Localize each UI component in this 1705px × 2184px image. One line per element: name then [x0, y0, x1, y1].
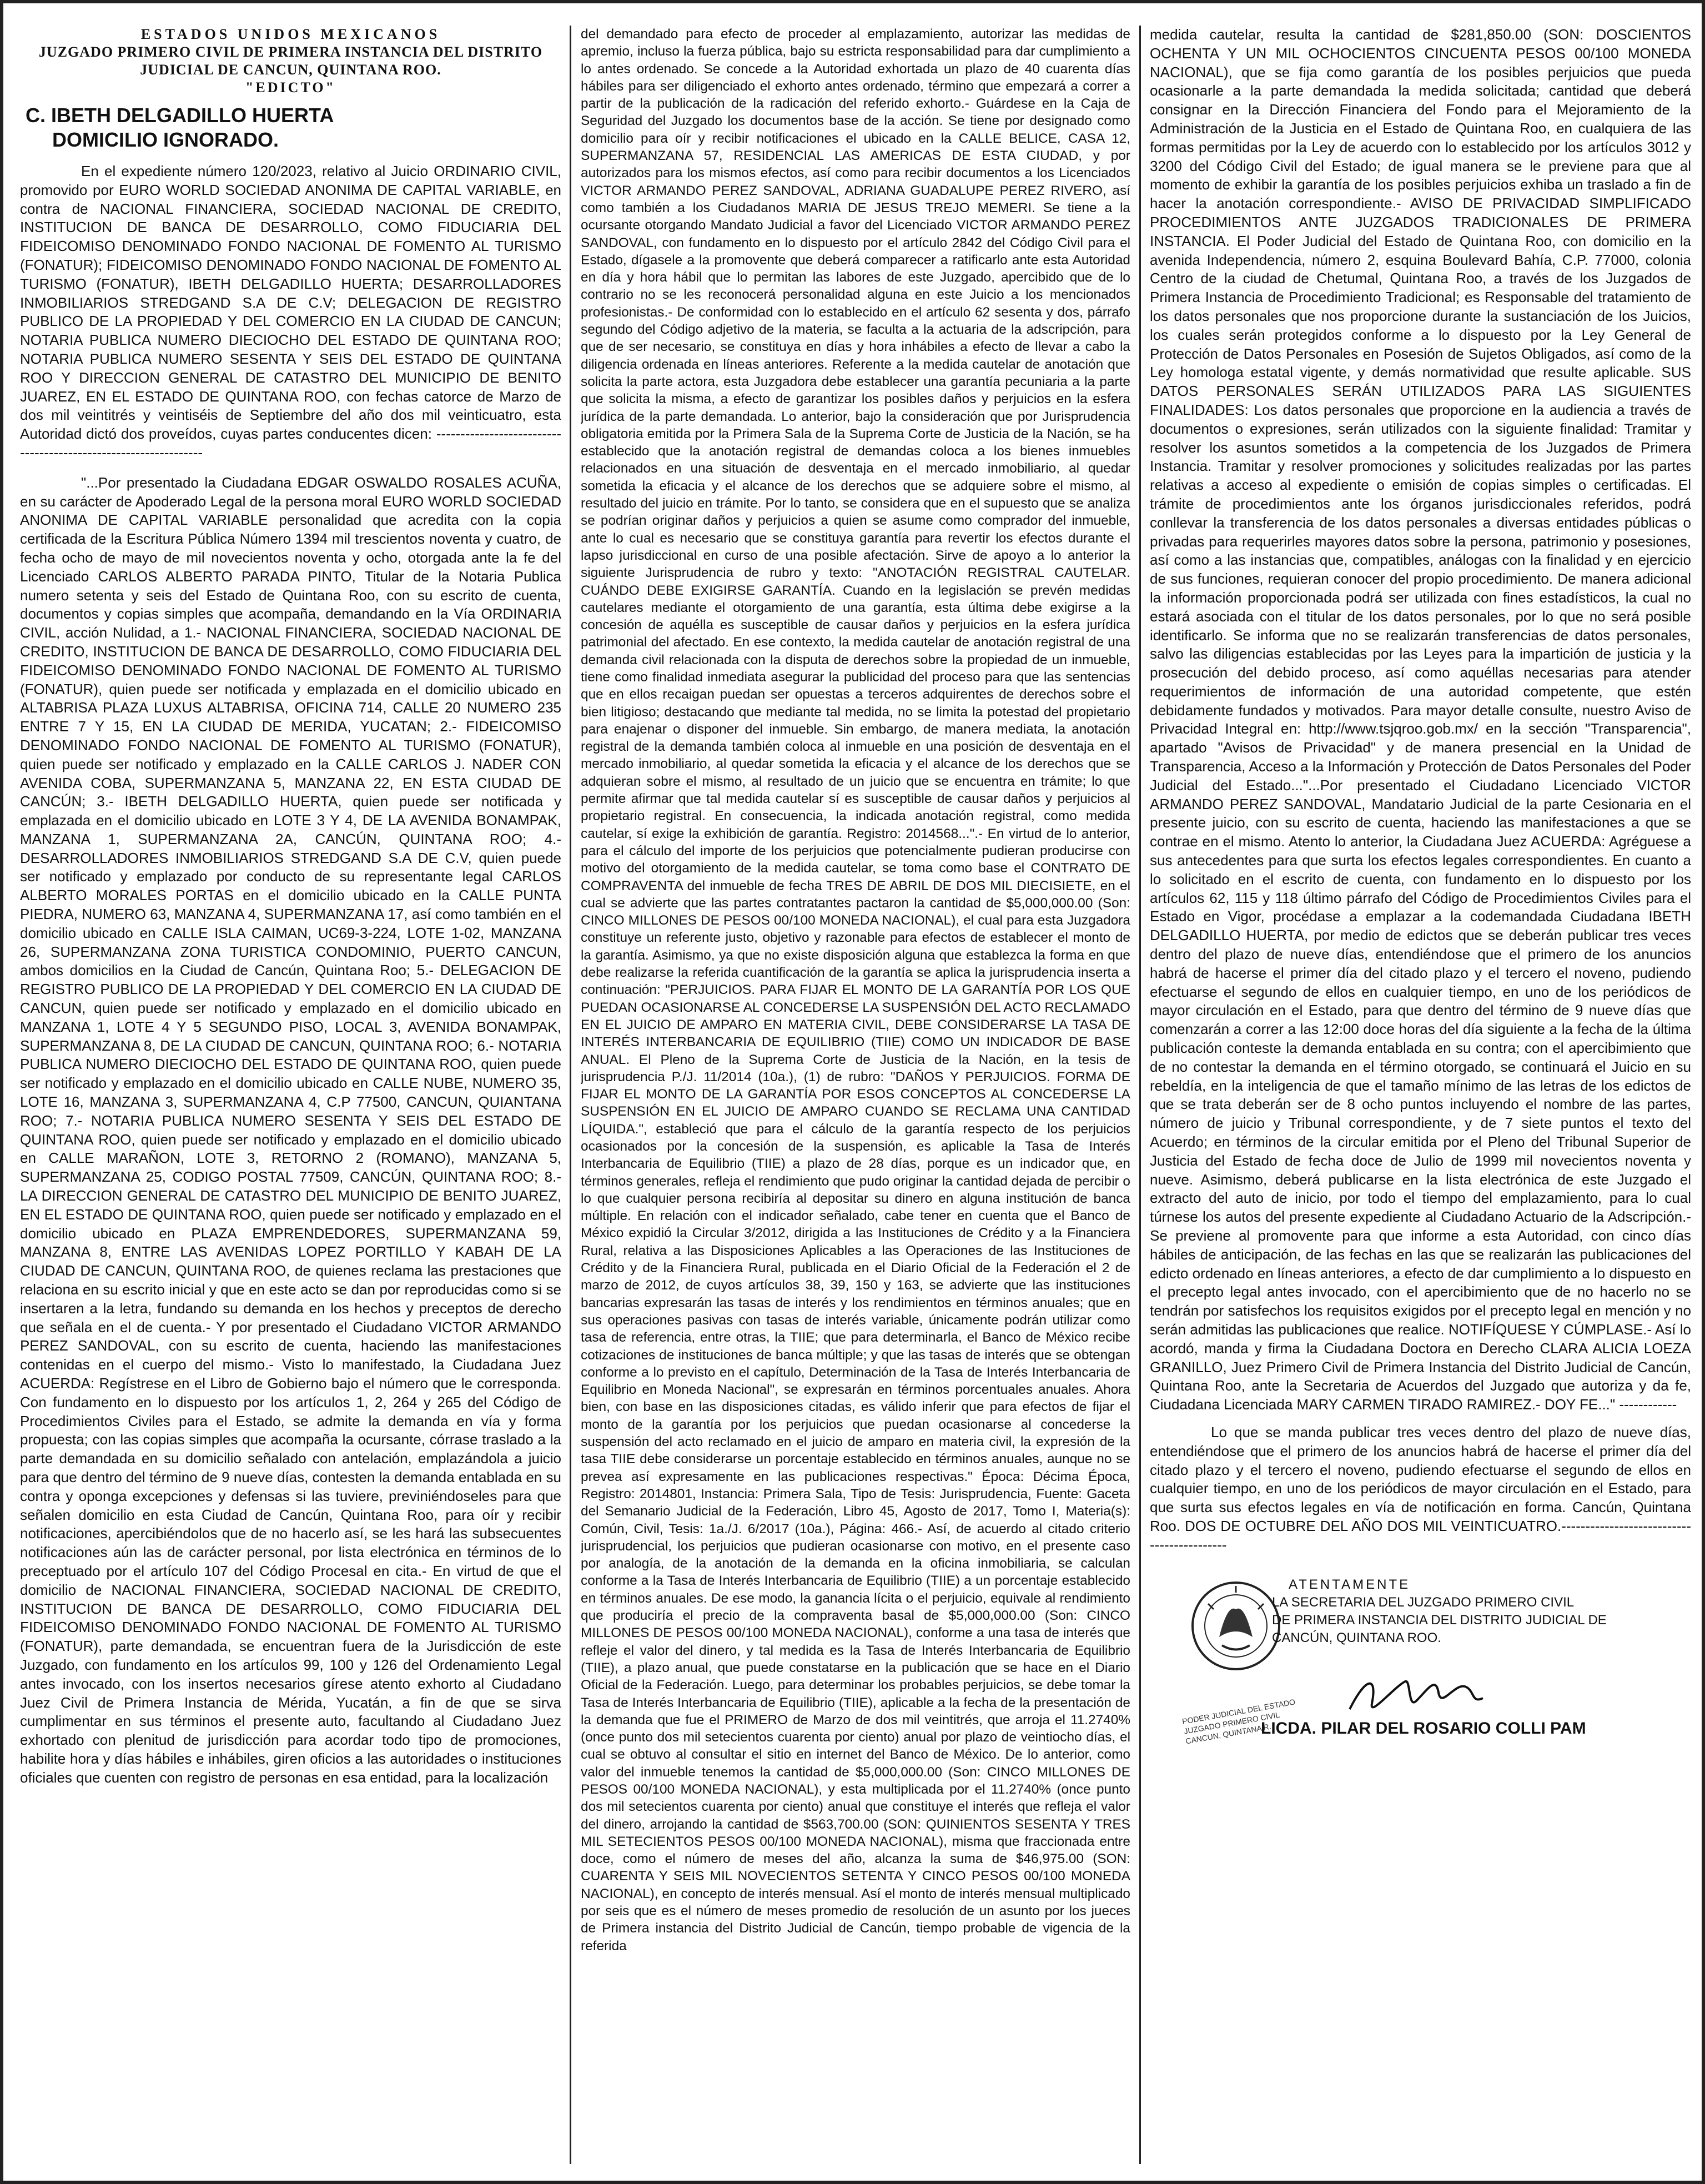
- header-country: ESTADOS UNIDOS MEXICANOS: [140, 26, 441, 42]
- document-header: [20, 26, 561, 97]
- body-text: [1150, 26, 1691, 1555]
- column-divider: [1139, 26, 1141, 2164]
- column-divider: [570, 26, 571, 2164]
- paragraph: del demandado para efecto de proceder al emplazamiento, autorizar las medidas de apremio, incluso la fuerza pública, bajo su estricta responsabilidad para dar cumplimiento a lo antes ordenado. Se concede a la Autoridad exhortada un plazo de 40 cuarenta días hábiles para ser diligenciado el exhorto antes ordenado, término que empezará a correr a partir de la publicación de la radicación del referido exhorto.- Guárdese en la Caja de Seguridad del Juzgado los documentos base de la acción. Se tiene por designado como domicilio para oír y recibir notificaciones el ubicado en la CALLE BELICE, CASA 12, SUPERMANZANA 57, RESIDENCIAL LAS AMERICAS DE ESTA CIUDAD, y por autorizados para los mismos efectos, así como para recibir documentos a los Licenciados VICTOR ARMANDO PEREZ SANDOVAL, ADRIANA GUADALUPE PEREZ RIVERO, así como también a los Ciudadanos MARIA DE JESUS TREJO MEMERI. Se tiene a la ocursante otorgando Mandato Judicial a favor del Licenciado VICTOR ARMANDO PEREZ SANDOVAL, con fundamento en lo dispuesto por el artículo 2842 del Código Civil para el Estado, dígasele a la promovente que deberá comparecer a ratificarlo ante esta Autoridad en día y hora hábil que lo permitan las labores de este Juzgado, apercibido que de lo contrario no se les reconocerá personalidad alguna en este Juicio a los mencionados profesionistas.- De conformidad con lo establecido en el artículo 62 sesenta y dos, párrafo segundo del Código adjetivo de la materia, se faculta a la actuaria de la adscripción, para que de ser necesario, se constituya en días y hora inhábiles a efecto de llevar a cabo la diligencia ordenada en líneas anteriores. Referente a la medida cautelar de anotación que solicita la parte actora, esta Juzgadora debe establecer una garantía pecuniaria a la parte que solicita la misma, a efecto de garantizar los posibles daños y perjuicios en la esfera jurídica de la parte demandada. Lo anterior, bajo la consideración que por Jurisprudencia obligatoria emitida por la Primera Sala de la Suprema Corte de Justicia de la Nación, se ha establecido que la anotación registral de demandas coloca a los bienes inmuebles relacionados en una situación de desventaja en el mercado inmobiliario, al quedar sometida la eficacia y el alcance de los derechos que se adquiere sobre el mismo, al resultado del juicio en trámite. Por lo tanto, se considera que en el supuesto que se analiza se podrían originar daños y perjuicios a quien se asume como comprador del inmueble, ante lo cual es necesario que se constituya garantía para revertir los efectos durante el lapso jurisdiccional en curso de una posible afectación. Sirve de apoyo a lo anterior la siguiente Jurisprudencia de rubro y texto: "ANOTACIÓN REGISTRAL CAUTELAR. CUÁNDO DEBE EXIGIRSE GARANTÍA. Cuando en la legislación se prevén medidas cautelares mediante el otorgamiento de una garantía, esta última debe exigirse a la concesión de aquélla es susceptible de causar daños y perjuicios en la esfera jurídica patrimonial del afectado. En ese contexto, la medida cautelar de anotación registral de una demanda civil relacionada con la disputa de derechos sobre la propiedad de un inmueble, tiene como finalidad inmediata asegurar la publicidad del proceso para que las sentencias que en ellos recaigan puedan ser opuestas a terceros adquirentes de derechos sobre el bien litigioso; destacando que mediante tal medida, no se limita la potestad del propietario para enajenar o disponer del inmueble. Sin embargo, de manera mediata, la anotación registral de la demanda también coloca al inmueble en una posición de desventaja en el mercado inmobiliario, al quedar sometida la eficacia y el alcance de los derechos que se adquieran sobre el mismo, al resultado de un juicio que se encuentra en trámite; lo que permite afirmar que tal medida cautelar sí es susceptible de causar daños y perjuicios al propietario registral. En consecuencia, la indicada anotación registral, como medida cautelar, sí exige la exhibición de garantía. Registro: 2014568...".- En virtud de lo anterior, para el cálculo del importe de los perjuicios que potencialmente pudieran producirse con motivo del otorgamiento de la medida cautelar, se toma como base el CONTRATO DE COMPRAVENTA del inmueble de fecha TRES DE ABRIL DE DOS MIL DIECISIETE, en el cual se advierte que las partes contratantes pactaron la cantidad de $5,000,000.00 (Son: CINCO MILLONES DE PESOS 00/100 MONEDA NACIONAL), el cual para esta Juzgadora constituye un referente justo, objetivo y razonable para efectos de establecer el monto de la garantía. Asimismo, ya que no existe disposición alguna que establezca la forma en que debe realizarse la referida cuantificación de la garantía se aplica la jurisprudencia inserta a continuación: "PERJUICIOS. PARA FIJAR EL MONTO DE LA GARANTÍA POR LOS QUE PUEDAN OCASIONARSE AL CONCEDERSE LA SUSPENSIÓN DEL ACTO RECLAMADO EN EL JUICIO DE AMPARO EN MATERIA CIVIL, DEBE CONSIDERARSE LA TASA DE INTERÉS INTERBANCARIA DE EQUILIBRIO (TIIE) COMO UN INDICADOR DE BASE ANUAL. El Pleno de la Suprema Corte de Justicia de la Nación, en la tesis de jurisprudencia P./J. 11/2014 (10a.), (1) de rubro: "DAÑOS Y PERJUICIOS. FORMA DE FIJAR EL MONTO DE LA GARANTÍA POR ESOS CONCEPTOS AL CONCEDERSE LA SUSPENSIÓN EN EL JUICIO DE AMPARO CUANDO SE RECLAMA UNA CANTIDAD LÍQUIDA.", estableció que para el cálculo de la garantía respecto de los perjuicios ocasionados por la concesión de la suspensión, es aplicable la Tasa de Interés Interbancaria de Equilibrio (TIIE) a plazo de 28 días, porque es un indicador que, en términos generales, refleja el rendimiento que pudo originar la cantidad dejada de percibir o lo que cualquier persona recibiría al depositar su dinero en alguna institución de banca múltiple. En relación con el indicador señalado, cabe tener en cuenta que el Banco de México expidió la Circular 3/2012, dirigida a las Instituciones de Crédito y a la Financiera Rural, relativa a las Disposiciones Aplicables a las Operaciones de las Instituciones de Crédito y de la Financiera Rural, publicada en el Diario Oficial de la Federación el 2 de marzo de 2012, de cuyos artículos 38, 39, 150 y 163, se advierte que las instituciones bancarias expresarán las tasas de interés y los rendimientos en términos anuales; que en sus operaciones pasivas con tasas de interés variable, únicamente podrán utilizar como tasa de referencia, entre otras, la TIIE; que para determinarla, el Banco de México recibe cotizaciones de instituciones de banca múltiple; y que las tasas de interés que se obtengan conforme a lo previsto en el capítulo, Determinación de la Tasa de Interés Interbancaria de Equilibrio en Moneda Nacional", se expresarán en términos porcentuales anuales. Ahora bien, con base en las disposiciones citadas, es válido inferir que para efectos de fijar el monto de la garantía por los perjuicios que puedan ocasionarse al concederse la suspensión del acto reclamado en el juicio de amparo en materia civil, la expresión de la tasa TIIE debe considerarse un porcentaje establecido en términos anuales, aunque no se prevea así expresamente en las publicaciones respectivas." Época: Décima Época, Registro: 2014801, Instancia: Primera Sala, Tipo de Tesis: Jurisprudencia, Fuente: Gaceta del Semanario Judicial de la Federación, Libro 45, Agosto de 2017, Tomo I, Materia(s): Común, Civil, Tesis: 1a./J. 6/2017 (10a.), Página: 466.- Así, de acuerdo al citado criterio jurisprudencial, los perjuicios que pudieran ocasionarse con motivo, en el presente caso por analogía, de la anotación de la demanda en la oficina inmobiliaria, se calculan conforme a la Tasa de Interés Interbancaria de Equilibrio (TIIE) a un porcentaje establecido en términos anuales. De ese modo, la ganancia lícita o el perjuicio, equivale al rendimiento que produciría el precio de la compraventa basal de $5,000,000.00 (Son: CINCO MILLONES DE PESOS 00/100 MONEDA NACIONAL), conforme a una tasa de interés que refleje el valor del dinero, y tal medida es la Tasa de Interés Interbancaria de Equilibrio (TIIE), a plazo anual, que puede constatarse en la publicación que se hace en el Diario Oficial de la Federación. Luego, para determinar los probables perjuicios, se debe tomar la Tasa de Interés Interbancaria de Equilibrio (TIIE), aplicable a la fecha de la presentación de la demanda que fue el PRIMERO de Marzo de dos mil veintitrés, que arroja el 11.2740% (once punto dos mil setecientos cuarenta por ciento) anual por plazo de veintiocho días, el cual se obtuvo al consultar el sitio en internet del Banco de México. De lo anterior, como valor del inmueble tenemos la cantidad de $5,000,000.00 (Son: CINCO MILLONES DE PESOS 00/100 MONEDA NACIONAL), y esta multiplicada por el 11.2740% (once punto dos mil setecientos cuarenta por ciento) anual que constituye el interés que refleja el valor del dinero, arrojando la cantidad de $563,700.00 (SON: QUINIENTOS SESENTA Y TRES MIL SETECIENTOS PESOS 00/100 MONEDA NACIONAL), misma que fraccionada entre doce, como el número de meses del año, alcanza la suma de $46,975.00 (SON: CUARENTA Y SEIS MIL NOVECIENTOS SETENTA Y CINCO PESOS 00/100 MONEDA NACIONAL), en concepto de interés mensual. Así el monto de interés mensual multiplicado por seis que es el número de meses promedio de resolución de un asunto por los jueces de Primera instancia del Distrito Judicial de Cancún, tiempo probable de vigencia de la referida: [581, 27, 1130, 1954]
- paragraph: medida cautelar, resulta la cantidad de $281,850.00 (SON: DOSCIENTOS OCHENTA Y UN MIL OCHOCIENTOS CINCUENTA PESOS 00/100 MONEDA NACIONAL), que se fija como garantía de los posibles perjuicios que pueda ocasionarle a la parte demandada la medida solicitada; cantidad que deberá consignar en la Dirección Financiera del Fondo para el Mejoramiento de la Administración de la Justicia en el Estado de Quintana Roo, en cualquiera de las formas permitidas por la Ley de acuerdo con lo establecido por los artículos 3012 y 3200 del Código Civil del Estado; de igual manera se le previene para que al momento de exhibir la garantía de los posibles perjuicios exhiba un traslado a fin de hacer la anotación correspondiente.- AVISO DE PRIVACIDAD SIMPLIFICADO PROCEDIMIENTOS ANTE JUZGADOS TRADICIONALES DE PRIMERA INSTANCIA. El Poder Judicial del Estado de Quintana Roo, con domicilio en la avenida Independencia, número 2, esquina Boulevard Bahía, C.P. 77000, colonia Centro de la ciudad de Chetumal, Quintana Roo, a través de los Juzgados de Primera Instancia de Procedimiento Tradicional; es Responsable del tratamiento de los datos personales que nos proporcione durante la sustanciación de los Juicios, los cuales serán protegidos conforme a lo dispuesto por la Ley General de Protección de Datos Personales en Posesión de Sujetos Obligados, así como de la Ley homologa estatal vigente, y demás normatividad que resulte aplicable. SUS DATOS PERSONALES SERÁN UTILIZADOS PARA LAS SIGUIENTES FINALIDADES: Los datos personales que proporcione en la audiencia a través de documentos o expresiones, serán utilizados con la siguiente finalidad: Tramitar y resolver los asuntos sometidos a la competencia de los Juzgados de Primera Instancia. Tramitar y resolver promociones y solicitudes realizadas por las partes relativas a acceso al expediente o emisión de copias simples o certificadas. El trámite de procedimientos ante los órganos jurisdiccionales referidos, podrá conllevar la transferencia de los datos personales a diversas entidades públicas o privadas para requerirles mayores datos sobre la persona, patrimonio y posesiones, así como a las instancias que, compatibles, análogas con la finalidad y en ejercicio de sus funciones, requieran conocer del propio procedimiento. De manera adicional la información proporcionada podrá ser utilizada con fines estadísticos, la cual no estará asociada con el titular de los datos personales, por lo que no será posible identificarlo. Se informa que no se realizarán transferencias de datos personales, salvo las diligencias establecidas por las Leyes para la impartición de justicia y la prosecución del debido proceso, así como aquéllas necesarias para atender requerimientos de información de una autoridad competente, que estén debidamente fundados y motivados. Para mayor detalle consulte, nuestro Aviso de Privacidad Integral en: http://www.tsjqroo.gob.mx/ en la sección "Transparencia", apartado "Avisos de Privacidad" y de manera presencial en la Unidad de Transparencia, Acceso a la Información y Protección de Datos Personales del Poder Judicial del Estado..."...Por presentado el Ciudadano Licenciado VICTOR ARMANDO PEREZ SANDOVAL, Mandatario Judicial de la parte Cesionaria en el presente juicio, con su escrito de cuenta, haciendo las manifestaciones a que se contrae en el mismo. Atento lo anterior, la Ciudadana Juez ACUERDA: Agréguese a sus antecedentes para que surta los efectos legales correspondientes. En cuanto a lo solicitado en el escrito de cuenta, con fundamento en lo dispuesto por los artículos 62, 115 y 118 último párrafo del Código de Procedimientos Civiles para el Estado en Vigor, procédase a emplazar a la codemandada Ciudadana IBETH DELGADILLO HUERTA, por medio de edictos que se deberán publicar tres veces dentro del plazo de nueve días, entendiéndose que el primero de los anuncios habrá de hacerse el primer día del citado plazo y el tercero el noveno, pudiendo efectuarse el segundo de ellos en cualquier tiempo, en uno de los periódicos de mayor circulación en el Estado, para que dentro del término de 9 nueve días que comenzarán a correr a las 12:00 doce horas del día siguiente a la fecha de la última publicación conteste la demanda entablada en su contra; con el apercibimiento que de no contestar la demanda en el término otorgado, se continuará el Juicio en su rebeldía, en la inteligencia de que el tamaño mínimo de las letras de los edictos de que se trata deberán ser de 8 ocho puntos incluyendo el nombre de las partes, número de juicio y Tribunal correspondiente, y de 7 siete puntos el texto del Acuerdo; en términos de la circular emitida por el Pleno del Tribunal Superior de Justicia del Estado de fecha doce de Julio de 1999 mil novecientos noventa y nueve. Asimismo, deberá publicarse en la lista electrónica de este Juzgado el extracto del auto de inicio, por todo el tiempo del emplazamiento, para lo cual túrnese los autos del presente expediente al Ciudadano Actuario de la Adscripción.- Se previene al promovente para que informe a esta Autoridad, con cinco días hábiles de anticipación, de las fechas en las que se realizarán las publicaciones del edicto ordenado en líneas anteriores, a efecto de dar cumplimiento a lo dispuesto en el precepto legal antes invocado, con el apercibimiento que de no hacerlo no se tendrán por satisfechos los requisitos exigidos por el precepto legal en mención y no serán admitidas las publicaciones que realice. NOTIFÍQUESE Y CÚMPLASE.- Así lo acordó, manda y firma la Ciudadana Doctora en Derecho CLARA ALICIA LOEZA GRANILLO, Juez Primero Civil de Primera Instancia del Distrito Judicial de Cancún, Quintana Roo, ante la Secretaria de Acuerdos del Juzgado que autoriza y da fe, Ciudadana Licenciada MARY CARMEN TIRADO RAMIREZ.- DOY FE..." ------------: [1150, 26, 1691, 1413]
- signer-court: DE PRIMERA INSTANCIA DEL DISTRITO JUDICIAL DE: [1272, 1612, 1607, 1628]
- paragraph: Lo que se manda publicar tres veces dentro del plazo de nueve días, entendiéndose que el primero de los anuncios habrá de hacerse el primer día del citado plazo y el tercero el noveno, pudiendo efectuarse el segundo de ellos en cualquier tiempo, en uno de los periódicos de mayor circulación en el Estado, para que surta sus efectos legales en vía de notificación en forma. Cancún, Quintana Roo. DOS DE OCTUBRE DEL AÑO DOS MIL VEINTICUATRO.-------------------------------------------: [1150, 1423, 1691, 1553]
- signer-name: LICDA. PILAR DEL ROSARIO COLLI PAM: [1261, 1719, 1586, 1738]
- header-district: JUDICIAL DE CANCUN, QUINTANA ROO.: [140, 62, 441, 78]
- paragraph: "...Por presentado la Ciudadana EDGAR OSWALDO ROSALES ACUÑA, en su carácter de Apoderado Legal de la persona moral EURO WORLD SOCIEDAD ANONIMA DE CAPITAL VARIABLE personalidad que acredita con la copia certificada de la Escritura Pública Número 1394 mil trescientos noventa y cuatro, de fecha ocho de mayo de mil novecientos noventa y ocho, otorgada ante la fe del Licenciado CARLOS ALBERTO PARADA PINTO, Titular de la Notaria Publica numero setenta y seis del Estado de Quintana Roo, con su escrito de cuenta, documentos y copias simples que acompaña, demandando en la Vía ORDINARIA CIVIL, acción Nulidad, a 1.- NACIONAL FINANCIERA, SOCIEDAD NACIONAL DE CREDITO, INSTITUCION DE BANCA DE DESARROLLO, COMO FIDUCIARIA DEL FIDEICOMISO DENOMINADO FONDO NACIONAL DE FOMENTO AL TURISMO (FONATUR), quien puede ser notificada y emplazada en el domicilio ubicado en ALTABRISA PLAZA LUXUS ALTABRISA, OFICINA 714, CALLE 20 NUMERO 235 ENTRE 7 Y 15, EN LA CIUDAD DE MERIDA, YUCATAN; 2.- FIDEICOMISO DENOMINADO FONDO NACIONAL DE FOMENTO AL TURISMO (FONATUR), quien puede ser notificado y emplazado en la CALLE CARLOS J. NADER CON AVENIDA COBA, SUPERMANZANA 5, MANZANA 22, EN ESTA CIUDAD DE CANCÚN; 3.- IBETH DELGADILLO HUERTA, quien puede ser notificada y emplazada en el domicilio ubicado en LOTE 3 Y 4, DE LA AVENIDA BONAMPAK, MANZANA 1, SUPERMANZANA 2A, CANCÚN, QUINTANA ROO; 4.- DESARROLLADORES INMOBILIARIOS STREDGAND S.A DE C.V, quien puede ser notificado y emplazado por conducto de su representante legal CARLOS ALBERTO MORALES PORTAS en el domicilio ubicado en la CALLE PUNTA PIEDRA, NUMERO 63, MANZANA 4, SUPERMANZANA 17, así como también en el domicilio ubicado en CALLE ISLA CAIMAN, UC69-3-224, LOTE 1-02, MANZANA 26, SUPERMANZANA ZONA TURISTICA CONDOMINIO, PUERTO CANCUN, ambos domicilios en la Ciudad de Cancún, Quintana Roo; 5.- DELEGACION DE REGISTRO PUBLICO DE LA PROPIEDAD Y DEL COMERCIO EN LA CIUDAD DE CANCUN, quien puede ser notificado y emplazado en el domicilio ubicado en MANZANA 1, LOTE 4 Y 5 SEGUNDO PISO, LOCAL 3, AVENIDA BONAMPAK, SUPERMANZANA 8, DE LA CIUDAD DE CANCUN, QUINTANA ROO; 6.- NOTARIA PUBLICA NUMERO DIECIOCHO DEL ESTADO DE QUINTANA ROO, quien puede ser notificado y emplazado en el domicilio ubicado en CALLE NUBE, NUMERO 35, LOTE 16, MANZANA 3, SUPERMANZANA 4, C.P 77500, CANCUN, QUIANTANA ROO; 7.- NOTARIA PUBLICA NUMERO SESENTA Y SEIS DEL ESTADO DE QUINTANA ROO, quien puede ser notificado y emplazado en el domicilio ubicado en CALLE MARAÑON, LOTE 3, RETORNO 2 (ROMANO), MANZANA 5, SUPERMANZANA 25, CODIGO POSTAL 77509, CANCÚN, QUINTANA ROO; 8.- LA DIRECCION GENERAL DE CATASTRO DEL MUNICIPIO DE BENITO JUAREZ, EN EL ESTADO DE QUINTANA ROO, quien puede ser notificado y emplazado en el domicilio ubicado en PLAZA EMPRENDEDORES, SUPERMANZANA 59, MANZANA 8, ENTRE LAS AVENIDAS LOPEZ PORTILLO Y KABAH DE LA CIUDAD DE CANCUN, QUINTANA ROO, de quienes reclama las prestaciones que relaciona en su escrito inicial y que en este acto se dan por reproducidas como si se insertaren a la letra, fundando su demanda en los hechos y preceptos de derecho que señala en el de cuenta.- Y por presentado el Ciudadano VICTOR ARMANDO PEREZ SANDOVAL, con su escrito de cuenta, haciendo las manifestaciones contenidas en el cuerpo del mismo.- Visto lo manifestado, la Ciudadana Juez ACUERDA: Regístrese en el Libro de Gobierno bajo el número que le corresponda. Con fundamento en lo dispuesto por los artículos 1, 2, 264 y 265 del Código de Procedimientos Civiles para el Estado, se admite la demanda en vía y forma propuesta; con las copias simples que acompaña la ocursante, córrase traslado a la parte demandada en su domicilio señalado con antelación, emplazándola a juicio para que dentro del término de 9 nueve días, contesten la demanda entablada en su contra y oponga excepciones y defensas si las tuviere, previniéndoseles para que señalen domicilio en esta Ciudad de Cancún, Quintana Roo, para oír y recibir notificaciones, apercibiéndolos que de no hacerlo así, se les hará las subsecuentes notificaciones aún las de carácter personal, por lista electrónica en términos de lo preceptuado por el artículo 107 del Código Procesal en cita.- En virtud de que el domicilio de NACIONAL FINANCIERA, SOCIEDAD NACIONAL DE CREDITO, INSTITUCION DE BANCA DE DESARROLLO, COMO FIDUCIARIA DEL FIDEICOMISO DENOMINADO FONDO NACIONAL DE FOMENTO AL TURISMO (FONATUR), parte demandada, se encuentran fuera de la Jurisdicción de este Juzgado, con fundamento en los artículos 99, 100 y 126 del Ordenamiento Legal antes invocado, con los insertos necesarios gírese atento exhorto al Ciudadano Juez Civil de Primera Instancia de Mérida, Yucatán, a fin de que se sirva cumplimentar en sus términos el presente auto, facultando al Ciudadano Juez exhortado con plenitud de jurisdicción para acordar todo tipo de promociones, habilite hora y días hábiles e inhábiles, giren oficios a las autoridades o instituciones oficiales que cuenten con registro de personas en esa entidad, para la localización: [20, 474, 561, 1786]
- paragraph: En el expediente número 120/2023, relativo al Juicio ORDINARIO CIVIL, promovido por EURO WORLD SOCIEDAD ANONIMA DE CAPITAL VARIABLE, en contra de NACIONAL FINANCIERA, SOCIEDAD NACIONAL DE CREDITO, INSTITUCION DE BANCA DE DESARROLLO, COMO FIDUCIARIA DEL FIDEICOMISO DENOMINADO FONDO NACIONAL DE FOMENTO AL TURISMO (FONATUR); FIDEICOMISO DENOMINADO FONDO NACIONAL DE FOMENTO AL TURISMO (FONATUR), IBETH DELGADILLO HUERTA; DESARROLLADORES INMOBILIARIOS STREDGAND S.A DE C.V; DELEGACION DE REGISTRO PUBLICO DE LA PROPIEDAD Y DEL COMERCIO EN LA CIUDAD DE CANCUN; NOTARIA PUBLICA NUMERO DIECIOCHO DEL ESTADO DE QUINTANA ROO; NOTARIA PUBLICA NUMERO SESENTA Y SEIS DEL ESTADO DE QUINTANA ROO Y DIRECCION GENERAL DE CATASTRO DEL MUNICIPIO DE BENITO JUAREZ, EN EL ESTADO DE QUINTANA ROO, con fechas catorce de Marzo de dos mil veintitrés y veintiséis de Septiembre del año dos mil veinticuatro, esta Autoridad dictó dos proveídos, cuyas partes conducentes dicen: ----------------------------------------------------------------: [20, 163, 561, 461]
- header-edict: "EDICTO": [245, 79, 336, 96]
- signature-block: [1150, 1570, 1691, 1754]
- addressee-domicile: DOMICILIO IGNORADO.: [52, 128, 279, 151]
- closing-word: ATENTAMENTE: [1289, 1577, 1411, 1592]
- signature-text: [1272, 1576, 1607, 1647]
- signer-title: LA SECRETARIA DEL JUZGADO PRIMERO CIVIL: [1272, 1594, 1575, 1610]
- column-3: [1150, 26, 1691, 2164]
- stamp-text: PODER JUDICIAL DEL ESTADO JUZGADO PRIMERO CIVIL CANCUN, QUINTANA R.: [1181, 1697, 1296, 1746]
- column-2: [581, 26, 1130, 2164]
- handwritten-signature-icon: [1344, 1670, 1488, 1720]
- addressee: [26, 103, 561, 152]
- addressee-name: C. IBETH DELGADILLO HUERTA: [26, 104, 334, 127]
- court-seal-icon: [1189, 1570, 1283, 1698]
- column-1: [20, 26, 561, 2164]
- body-text: [20, 162, 561, 1788]
- header-court: JUZGADO PRIMERO CIVIL DE PRIMERA INSTANCIA DEL DISTRITO: [38, 44, 543, 60]
- signer-location: CANCÚN, QUINTANA ROO.: [1272, 1630, 1441, 1645]
